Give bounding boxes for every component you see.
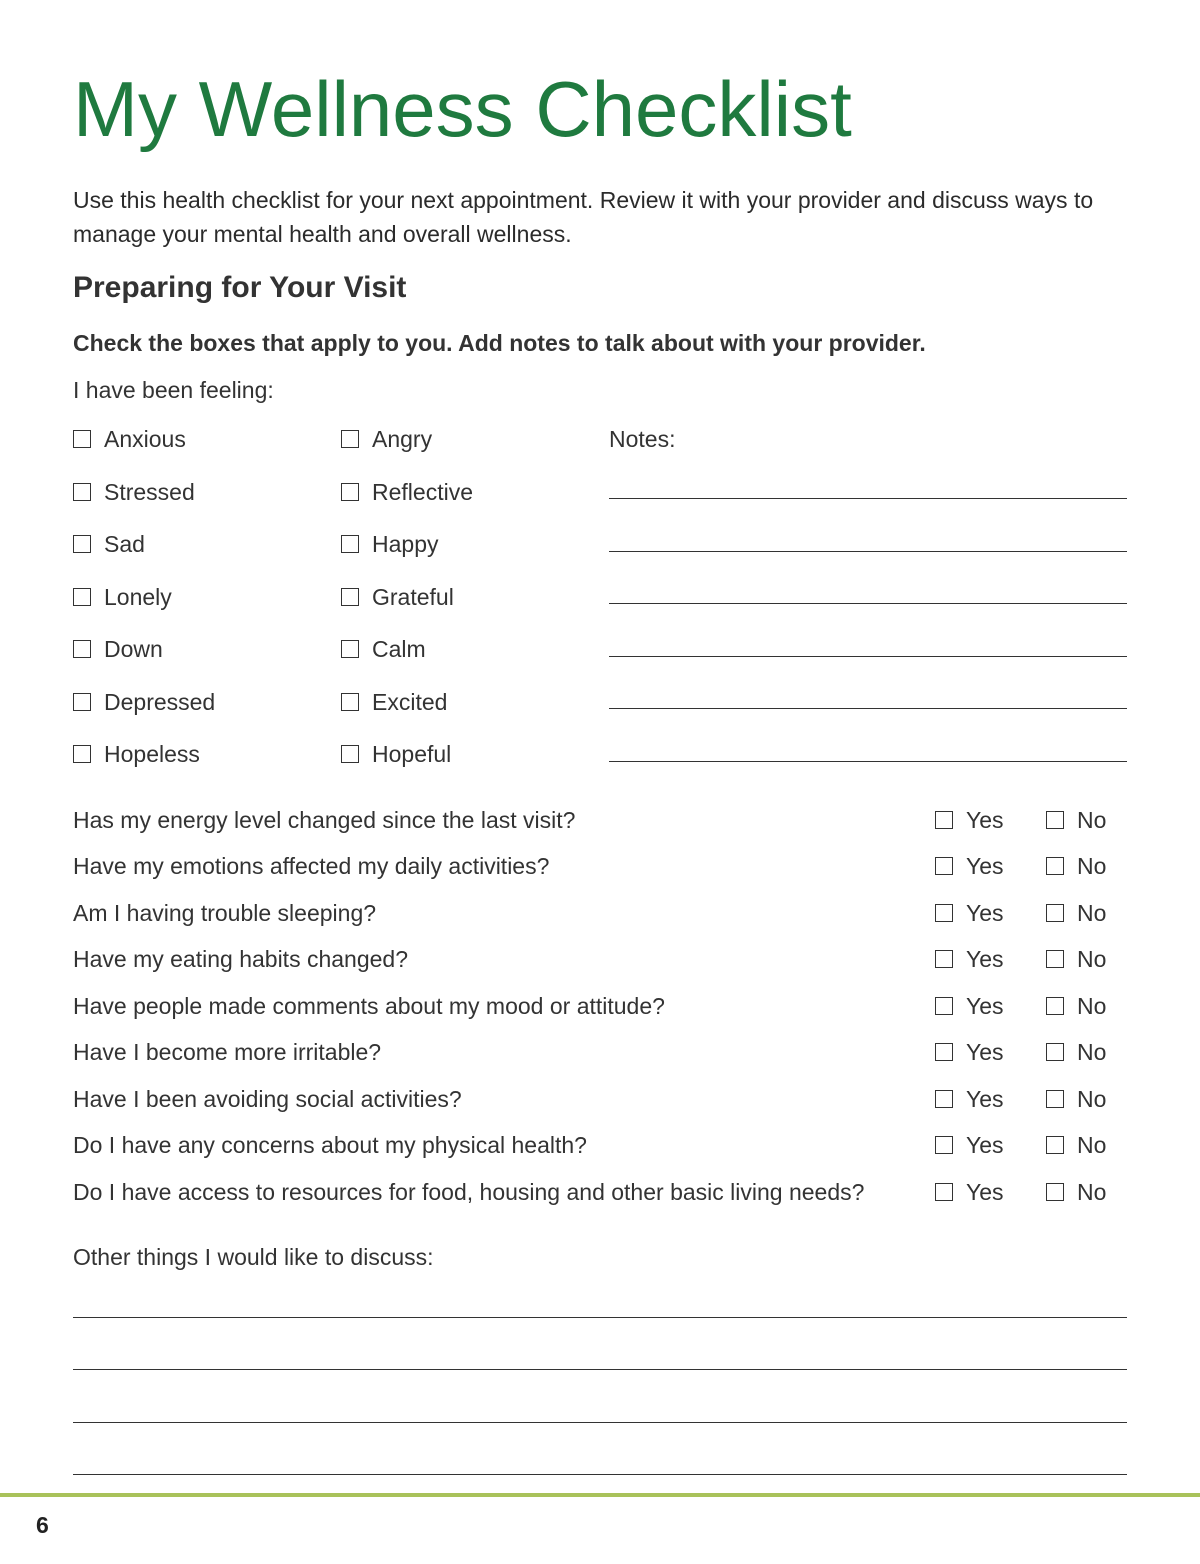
checkbox-icon[interactable]	[1046, 857, 1064, 875]
feeling-checkbox-happy[interactable]	[341, 529, 438, 559]
section-heading: Preparing for Your Visit	[73, 271, 407, 304]
feeling-checkbox-grateful[interactable]	[341, 582, 454, 612]
yes-label: Yes	[966, 1038, 1004, 1065]
feeling-label-text: Angry	[372, 425, 433, 452]
yes-option[interactable]	[935, 944, 1004, 974]
question-physical: Do I have any concerns about my physical health?	[73, 1132, 587, 1158]
no-label: No	[1077, 1178, 1107, 1205]
notes-line[interactable]	[609, 708, 1127, 709]
feeling-label-text: Stressed	[104, 478, 195, 505]
feeling-checkbox-lonely[interactable]	[73, 582, 172, 612]
checkbox-icon[interactable]	[935, 950, 953, 968]
yes-label: Yes	[966, 945, 1004, 972]
yes-option[interactable]	[935, 1084, 1004, 1114]
checkbox-icon[interactable]	[1046, 811, 1064, 829]
question-eating: Have my eating habits changed?	[73, 946, 408, 972]
no-label: No	[1077, 852, 1107, 879]
checkbox-icon[interactable]	[1046, 1090, 1064, 1108]
no-label: No	[1077, 899, 1107, 926]
no-label: No	[1077, 945, 1107, 972]
yes-label: Yes	[966, 852, 1004, 879]
page-title: My Wellness Checklist	[73, 65, 852, 153]
feeling-checkbox-stressed[interactable]	[73, 477, 195, 507]
yes-label: Yes	[966, 1131, 1004, 1158]
feeling-checkbox-angry[interactable]	[341, 424, 432, 454]
no-option[interactable]	[1046, 805, 1106, 835]
checkbox-icon[interactable]	[341, 588, 359, 606]
feeling-label-text: Calm	[372, 635, 426, 662]
checkbox-icon[interactable]	[1046, 997, 1064, 1015]
checkbox-icon[interactable]	[935, 1136, 953, 1154]
feeling-label-text: Excited	[372, 688, 448, 715]
yes-option[interactable]	[935, 1177, 1004, 1207]
no-option[interactable]	[1046, 1177, 1106, 1207]
checkbox-icon[interactable]	[73, 693, 91, 711]
feeling-checkbox-down[interactable]	[73, 634, 163, 664]
checkbox-icon[interactable]	[1046, 950, 1064, 968]
feeling-checkbox-calm[interactable]	[341, 634, 426, 664]
page-number: 6	[36, 1512, 49, 1538]
no-label: No	[1077, 806, 1107, 833]
feeling-checkbox-hopeful[interactable]	[341, 739, 451, 769]
no-label: No	[1077, 1085, 1107, 1112]
feeling-label: I have been feeling:	[73, 377, 274, 403]
no-label: No	[1077, 992, 1107, 1019]
yes-label: Yes	[966, 1178, 1004, 1205]
no-option[interactable]	[1046, 991, 1106, 1021]
checkbox-icon[interactable]	[935, 1090, 953, 1108]
yes-option[interactable]	[935, 1130, 1004, 1160]
checkbox-icon[interactable]	[1046, 904, 1064, 922]
yes-label: Yes	[966, 899, 1004, 926]
discuss-line[interactable]	[73, 1474, 1127, 1475]
checkbox-icon[interactable]	[341, 483, 359, 501]
question-energy: Has my energy level changed since the last visit?	[73, 807, 576, 833]
checkbox-icon[interactable]	[1046, 1043, 1064, 1061]
checkbox-icon[interactable]	[1046, 1136, 1064, 1154]
checkbox-icon[interactable]	[341, 430, 359, 448]
feeling-label-text: Down	[104, 635, 163, 662]
checkbox-icon[interactable]	[73, 483, 91, 501]
no-label: No	[1077, 1131, 1107, 1158]
notes-line[interactable]	[609, 551, 1127, 552]
feeling-checkbox-reflective[interactable]	[341, 477, 473, 507]
feeling-label-text: Hopeless	[104, 740, 200, 767]
discuss-line[interactable]	[73, 1422, 1127, 1423]
checkbox-icon[interactable]	[73, 640, 91, 658]
checkbox-icon[interactable]	[935, 811, 953, 829]
feeling-checkbox-excited[interactable]	[341, 687, 447, 717]
feeling-checkbox-depressed[interactable]	[73, 687, 215, 717]
feeling-label-text: Anxious	[104, 425, 186, 452]
checkbox-icon[interactable]	[1046, 1183, 1064, 1201]
checkbox-icon[interactable]	[935, 997, 953, 1015]
feeling-checkbox-hopeless[interactable]	[73, 739, 200, 769]
footer-rule	[0, 1493, 1200, 1497]
feeling-checkbox-anxious[interactable]	[73, 424, 186, 454]
yes-label: Yes	[966, 992, 1004, 1019]
notes-line[interactable]	[609, 656, 1127, 657]
no-label: No	[1077, 1038, 1107, 1065]
notes-line[interactable]	[609, 761, 1127, 762]
no-option[interactable]	[1046, 944, 1106, 974]
discuss-line[interactable]	[73, 1369, 1127, 1370]
question-resources: Do I have access to resources for food, housing and other basic living needs?	[73, 1179, 865, 1205]
notes-line[interactable]	[609, 603, 1127, 604]
checkbox-icon[interactable]	[935, 1043, 953, 1061]
yes-label: Yes	[966, 1085, 1004, 1112]
checkbox-icon[interactable]	[341, 745, 359, 763]
feeling-label-text: Hopeful	[372, 740, 452, 767]
feeling-label-text: Depressed	[104, 688, 216, 715]
feeling-label-text: Happy	[372, 530, 439, 557]
discuss-line[interactable]	[73, 1317, 1127, 1318]
checkbox-icon[interactable]	[341, 693, 359, 711]
no-option[interactable]	[1046, 1130, 1106, 1160]
other-discuss-label: Other things I would like to discuss:	[73, 1244, 434, 1270]
question-social: Have I been avoiding social activities?	[73, 1086, 462, 1112]
yes-option[interactable]	[935, 805, 1004, 835]
checkbox-icon[interactable]	[341, 640, 359, 658]
intro-paragraph: Use this health checklist for your next appointment. Review it with your provider and discuss ways to manage your mental health and overall wellness.	[73, 187, 1094, 247]
feeling-label-text: Sad	[104, 530, 145, 557]
checkbox-icon[interactable]	[935, 904, 953, 922]
checkbox-icon[interactable]	[73, 430, 91, 448]
feeling-label-text: Grateful	[372, 583, 454, 610]
checkbox-icon[interactable]	[935, 857, 953, 875]
yes-option[interactable]	[935, 991, 1004, 1021]
question-comments: Have people made comments about my mood or attitude?	[73, 993, 665, 1019]
no-option[interactable]	[1046, 898, 1106, 928]
checkbox-icon[interactable]	[341, 535, 359, 553]
checkbox-icon[interactable]	[73, 535, 91, 553]
no-option[interactable]	[1046, 1084, 1106, 1114]
yes-label: Yes	[966, 806, 1004, 833]
yes-option[interactable]	[935, 898, 1004, 928]
checkbox-icon[interactable]	[73, 588, 91, 606]
no-option[interactable]	[1046, 851, 1106, 881]
feeling-label-text: Lonely	[104, 583, 172, 610]
checkbox-icon[interactable]	[73, 745, 91, 763]
feeling-checkbox-sad[interactable]	[73, 529, 145, 559]
checkbox-icon[interactable]	[935, 1183, 953, 1201]
notes-line[interactable]	[609, 498, 1127, 499]
instruction-text: Check the boxes that apply to you. Add notes to talk about with your provider.	[73, 330, 926, 356]
question-emotions: Have my emotions affected my daily activities?	[73, 853, 550, 879]
feeling-label-text: Reflective	[372, 478, 473, 505]
yes-option[interactable]	[935, 1037, 1004, 1067]
notes-label: Notes:	[609, 426, 676, 452]
question-irritable: Have I become more irritable?	[73, 1039, 382, 1065]
no-option[interactable]	[1046, 1037, 1106, 1067]
yes-option[interactable]	[935, 851, 1004, 881]
question-sleeping: Am I having trouble sleeping?	[73, 900, 377, 926]
